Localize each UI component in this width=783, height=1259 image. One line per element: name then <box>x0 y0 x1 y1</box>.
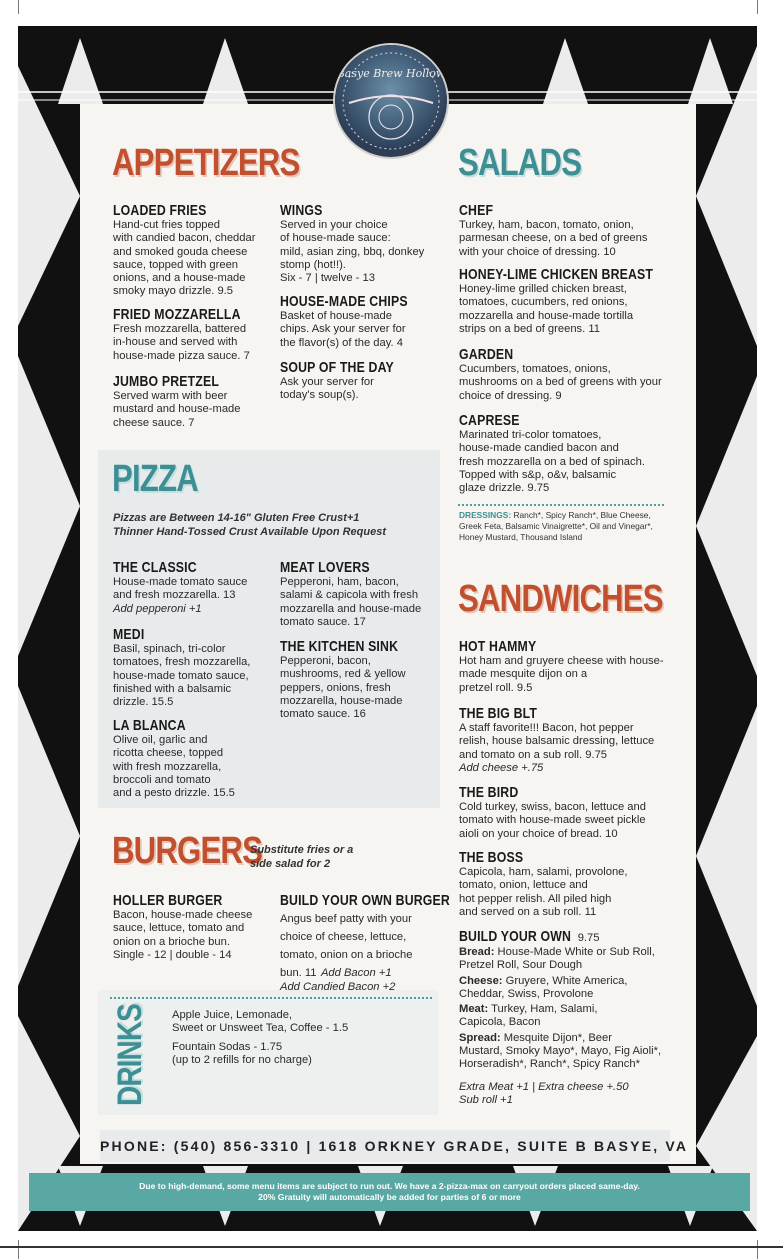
crop-mark <box>757 1240 758 1259</box>
option-label: Meat: <box>459 1003 489 1016</box>
dressings-label: DRESSINGS: <box>459 510 512 520</box>
item-description: Ask your server for today's soup(s). <box>280 376 374 402</box>
item-name: CAPRESE <box>459 412 520 429</box>
pizza-heading: PIZZA <box>112 458 198 500</box>
byo-spread <box>459 1032 679 1072</box>
item-description: Honey-lime grilled chicken breast, tomatoes, cucumbers, red onions, mozzarella and house-made tortilla strips on a bed of greens. 11 <box>459 283 634 335</box>
item-addon: Add cheese +.75 <box>459 761 544 774</box>
drinks-line: Fountain Sodas - 1.75 (up to 2 refills for no charge) <box>172 1041 312 1067</box>
diamond-shape <box>543 38 588 104</box>
dotted-divider <box>458 504 664 506</box>
phone-address-bar <box>100 1130 689 1162</box>
item-name: THE BOSS <box>459 849 524 866</box>
option-label: Bread: <box>459 946 495 958</box>
item-description: Hot ham and gruyere cheese with house- made mesquite dijon on a pretzel roll. 9.5 <box>459 655 664 694</box>
menu-item <box>280 559 421 629</box>
item-name: THE BIRD <box>459 784 519 801</box>
option-values: Turkey, Ham, Salami, Capicola, Bacon <box>459 1003 598 1029</box>
build-your-own-sandwich <box>459 928 679 1107</box>
option-label: Spread: <box>459 1031 501 1044</box>
menu-item <box>280 293 436 350</box>
item-description: A staff favorite!!! Bacon, hot pepper relish, house balsamic dressing, lettuce and tomato on a sub roll. 9.75 <box>459 722 655 761</box>
dressings-list <box>459 510 653 543</box>
item-name: HOUSE-MADE CHIPS <box>280 293 408 310</box>
item-price: 9.75 <box>577 932 600 944</box>
menu-item <box>113 373 242 430</box>
item-description: Cold turkey, swiss, bacon, lettuce and tomato with house-made sweet pickle aioli on your choice of bread. 10 <box>459 801 646 840</box>
item-name: THE BIG BLT <box>459 705 538 722</box>
item-name: WINGS <box>280 202 323 219</box>
item-addon: Add Bacon +1 <box>320 967 392 979</box>
menu-item <box>459 638 664 695</box>
sandwiches-heading: SANDWICHES <box>458 578 663 620</box>
item-name: LA BLANCA <box>113 717 186 734</box>
crop-mark <box>18 0 19 14</box>
item-name: THE KITCHEN SINK <box>280 638 399 655</box>
byo-bread <box>459 946 679 973</box>
diamond-shape <box>18 66 80 326</box>
item-description: Basil, spinach, tri-color tomatoes, fresh mozzarella, house-made tomato sauce, finished with a balsamic drizzle. 15.5 <box>113 643 251 709</box>
salads-heading: SALADS <box>458 142 582 184</box>
menu-item <box>113 892 252 962</box>
dotted-divider <box>110 997 432 999</box>
item-description: Hand-cut fries topped with candied bacon, cheddar and smoked gouda cheese sauce, topped with green onions, and a house-made smoky mayo drizzle. 9.5 <box>113 219 256 298</box>
drinks-line: Apple Juice, Lemonade, Sweet or Unsweet Tea, Coffee - 1.5 <box>172 1009 349 1035</box>
menu-item <box>459 412 645 495</box>
item-name: HONEY-LIME CHICKEN BREAST <box>459 266 654 283</box>
menu-item <box>459 266 696 336</box>
crop-mark <box>18 1240 19 1259</box>
footer-banner <box>29 1173 750 1211</box>
item-addon: Add Candied Bacon +2 <box>280 981 396 993</box>
diamond-shape <box>696 706 757 1006</box>
item-description: Served in your choice of house-made sauce: mild, asian zing, bbq, donkey stomp (hot!!). Six - 7 | twelve - 13 <box>280 219 425 285</box>
item-name: MEAT LOVERS <box>280 559 370 576</box>
option-values: House-Made White or Sub Roll, Pretzel Roll, Sour Dough <box>459 946 655 972</box>
diamond-shape <box>18 686 80 986</box>
menu-item <box>459 705 654 775</box>
item-description: Turkey, ham, bacon, tomato, onion, parmesan cheese, on a bed of greens with your choice of dressing. 10 <box>459 219 648 258</box>
logo-text: Basye Brew Hollow <box>336 67 446 80</box>
menu-item <box>113 626 250 709</box>
byo-cheese <box>459 975 679 1002</box>
diamond-shape <box>58 38 103 104</box>
footer-line: Due to high-demand, some menu items are subject to run out. We have a 2-pizza-max on carryout orders placed same-day. <box>139 1181 640 1191</box>
item-name: GARDEN <box>459 346 514 363</box>
item-name: JUMBO PRETZEL <box>113 373 220 390</box>
menu-item <box>113 202 255 299</box>
dressings-text: Ranch*, Spicy Ranch*, Blue Cheese, Greek Feta, Balsamic Vinaigrette*, Oil and Vinegar*, Honey Mustard, Thousand Island <box>459 510 653 542</box>
crop-mark <box>757 0 758 14</box>
pizza-note: Pizzas are Between 14-16" Gluten Free Crust+1 Thinner Hand-Tossed Crust Available Upon Request <box>113 512 386 538</box>
byo-extras: Extra Meat +1 | Extra cheese +.50 Sub roll +1 <box>459 1080 629 1106</box>
option-values: Gruyere, White America, Cheddar, Swiss, Provolone <box>459 974 628 1000</box>
logo-icon <box>335 45 447 157</box>
phone-address-text: PHONE: (540) 856-3310 | 1618 ORKNEY GRADE, SUITE B BASYE, VA <box>100 1138 689 1154</box>
item-description: Marinated tri-color tomatoes, house-made candied bacon and fresh mozzarella on a bed of spinach. Topped with s&p, o&v, balsamic glaze drizzle. 9.75 <box>459 429 645 495</box>
item-addon: Add pepperoni +1 <box>113 602 202 615</box>
item-description: Pepperoni, ham, bacon, salami & capicola with fresh mozzarella and house-made tomato sauce. 17 <box>280 576 422 628</box>
menu-item <box>459 784 646 841</box>
burgers-heading: BURGERS <box>112 830 263 872</box>
menu-item <box>280 202 424 285</box>
item-name: LOADED FRIES <box>113 202 207 219</box>
menu-item <box>280 638 424 721</box>
option-values: Mesquite Dijon*, Beer Mustard, Smoky Mayo*, Mayo, Fig Aioli*, Horseradish*, Ranch*, Spicy Ranch* <box>459 1031 662 1071</box>
item-name: BUILD YOUR OWN <box>459 928 572 945</box>
item-description: Served warm with beer mustard and house-made cheese sauce. 7 <box>113 390 241 429</box>
byo-meat <box>459 1003 679 1030</box>
diamond-shape <box>203 38 248 104</box>
menu-item <box>280 892 487 994</box>
logo-badge <box>335 45 447 157</box>
diamond-shape <box>688 38 733 104</box>
menu-item <box>459 346 662 403</box>
item-description: House-made tomato sauce and fresh mozzarella. 13 <box>113 576 248 602</box>
burgers-note: Substitute fries or a side salad for 2 <box>250 844 354 870</box>
item-description: Cucumbers, tomatoes, onions, mushrooms on a bed of greens with your choice of dressing. 9 <box>459 363 662 402</box>
menu-item <box>459 849 628 919</box>
item-name: HOT HAMMY <box>459 638 537 655</box>
item-description: Bacon, house-made cheese sauce, lettuce, tomato and onion on a brioche bun. Single - 12 | double - 14 <box>113 909 253 961</box>
item-name: HOLLER BURGER <box>113 892 223 909</box>
drinks-heading: DRINKS <box>111 1004 149 1106</box>
option-label: Cheese: <box>459 974 503 987</box>
menu-item <box>113 717 235 800</box>
item-description: Pepperoni, bacon, mushrooms, red & yellow peppers, onions, fresh mozzarella, house-made tomato sauce. 16 <box>280 655 406 721</box>
menu-item <box>113 306 269 363</box>
page-edge <box>0 1246 783 1248</box>
footer-line: 20% Gratuity will automatically be added for parties of 6 or more <box>258 1192 521 1202</box>
item-description: Capicola, ham, salami, provolone, tomato, onion, lettuce and hot pepper relish. All piled high and served on a sub roll. 11 <box>459 866 628 918</box>
item-name: BUILD YOUR OWN BURGER <box>280 892 450 909</box>
item-description: Angus beef patty with your choice of cheese, lettuce, tomato, onion on a brioche bun. 11 <box>280 913 413 979</box>
item-description: Basket of house-made chips. Ask your server for the flavor(s) of the day. 4 <box>280 310 406 349</box>
menu-item <box>280 359 419 403</box>
item-description: Fresh mozzarella, battered in-house and served with house-made pizza sauce. 7 <box>113 323 250 362</box>
item-name: MEDI <box>113 626 145 643</box>
item-name: CHEF <box>459 202 494 219</box>
appetizers-heading: APPETIZERS <box>112 142 300 184</box>
item-name: SOUP OF THE DAY <box>280 359 394 376</box>
item-description: Olive oil, garlic and ricotta cheese, topped with fresh mozzarella, broccoli and tomato and a pesto drizzle. 15.5 <box>113 734 235 800</box>
menu-item <box>459 202 647 259</box>
diamond-shape <box>696 376 757 676</box>
item-name: THE CLASSIC <box>113 559 197 576</box>
item-name: FRIED MOZZARELLA <box>113 306 241 323</box>
menu-item <box>113 559 247 616</box>
diamond-shape <box>18 356 80 656</box>
